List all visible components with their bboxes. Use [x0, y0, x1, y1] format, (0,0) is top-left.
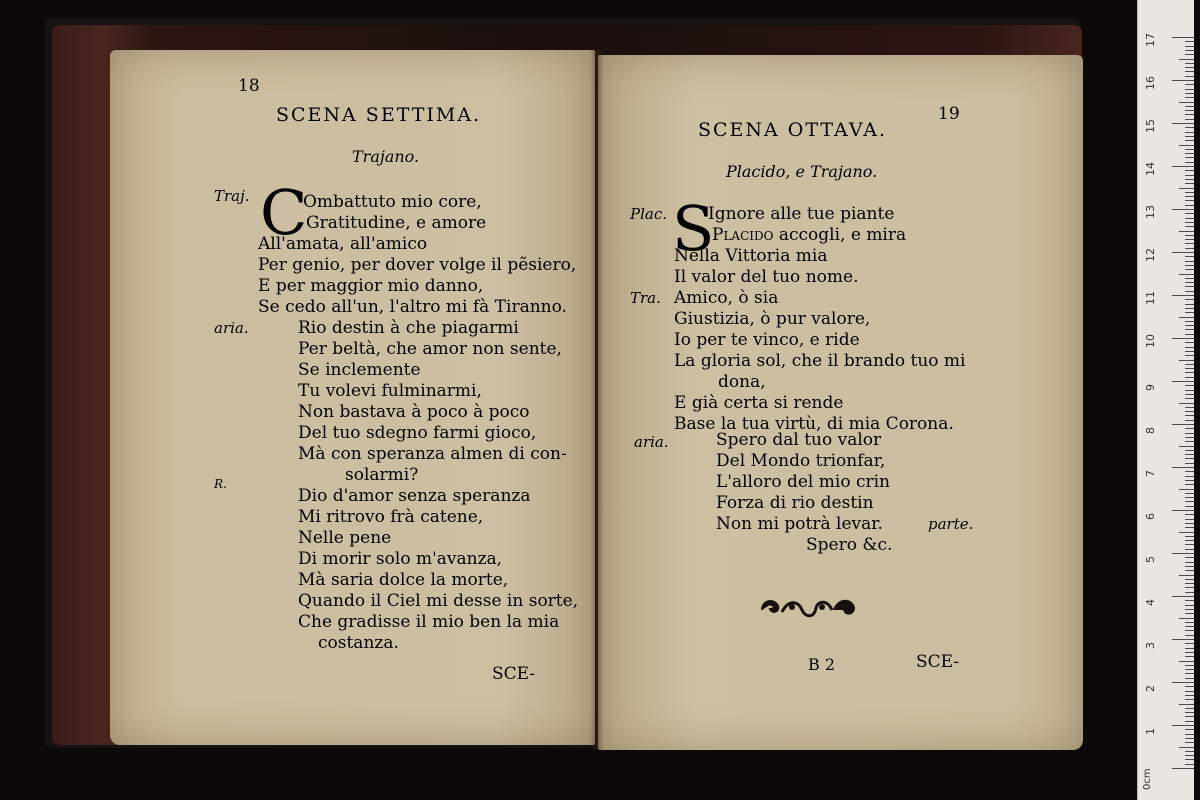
ruler-number: 4	[1144, 599, 1157, 606]
verse-line: Giustizia, ò pur valore,	[674, 309, 871, 329]
ruler-tick	[1172, 166, 1194, 167]
spero-repeat: Spero &c.	[806, 535, 893, 555]
ruler-tick	[1172, 682, 1194, 683]
ruler-tick	[1185, 721, 1194, 722]
aria-label: aria.	[634, 433, 669, 451]
ruler-tick	[1185, 84, 1194, 85]
ruler-tick	[1179, 231, 1194, 232]
ruler-tick	[1185, 630, 1194, 631]
ruler-tick	[1172, 553, 1194, 554]
ruler-tick	[1185, 385, 1194, 386]
ruler-tick	[1185, 377, 1194, 378]
ruler-tick	[1172, 596, 1194, 597]
parte-label: parte.	[928, 515, 974, 533]
ruler-tick	[1185, 648, 1194, 649]
drop-cap-c: C	[260, 176, 308, 249]
verse-line: E per maggior mio danno,	[258, 276, 484, 296]
ruler-tick	[1185, 699, 1194, 700]
signature-mark: B 2	[808, 655, 836, 674]
ruler-tick	[1185, 544, 1194, 545]
ruler-tick	[1179, 360, 1194, 361]
ruler-tick	[1185, 390, 1194, 391]
ruler-tick	[1185, 493, 1194, 494]
ruler-unit-label: 0cm	[1142, 768, 1153, 790]
ruler-tick	[1185, 200, 1194, 201]
ruler-tick	[1185, 665, 1194, 666]
ruler-tick	[1185, 342, 1194, 343]
ruler-tick	[1185, 183, 1194, 184]
ruler-tick	[1185, 46, 1194, 47]
ruler-tick	[1185, 592, 1194, 593]
ruler-tick	[1185, 325, 1194, 326]
ruler-tick	[1185, 71, 1194, 72]
ruler-tick	[1185, 119, 1194, 120]
ruler-number: 7	[1144, 470, 1157, 477]
r-line: Di morir solo m'avanza,	[298, 549, 503, 569]
verse-line: Gratitudine, e amore	[306, 213, 487, 233]
ruler-number: 17	[1144, 33, 1157, 47]
ruler-tick	[1179, 704, 1194, 705]
ruler-tick	[1185, 205, 1194, 206]
ruler-tick	[1185, 398, 1194, 399]
ruler-tick	[1185, 441, 1194, 442]
ruler-tick	[1185, 226, 1194, 227]
ruler-number: 5	[1144, 556, 1157, 563]
ruler-tick	[1185, 50, 1194, 51]
aria-line: solarmi?	[345, 465, 419, 485]
ruler-tick	[1185, 282, 1194, 283]
ruler-tick	[1179, 102, 1194, 103]
ruler-tick	[1185, 261, 1194, 262]
aria-line: Rio destin à che piagarmi	[298, 318, 519, 338]
ruler-tick	[1185, 751, 1194, 752]
ruler-number: 6	[1144, 513, 1157, 520]
ruler-tick	[1185, 450, 1194, 451]
ruler-tick	[1185, 415, 1194, 416]
ruler-tick	[1185, 394, 1194, 395]
ruler-number: 14	[1144, 162, 1157, 176]
placido-name: Placido	[712, 225, 774, 245]
ruler-tick	[1185, 549, 1194, 550]
ruler-tick	[1172, 381, 1194, 382]
ruler-tick	[1185, 471, 1194, 472]
ruler-tick	[1185, 656, 1194, 657]
aria-line: Mà con speranza almen di con-	[298, 444, 567, 464]
ruler-tick	[1185, 678, 1194, 679]
ruler-tick	[1172, 424, 1194, 425]
ruler-tick	[1185, 734, 1194, 735]
ruler-tick	[1185, 114, 1194, 115]
ruler-tick	[1179, 575, 1194, 576]
ruler-tick	[1185, 304, 1194, 305]
verse-line: Base la tua virtù, di mia Corona.	[674, 414, 954, 434]
ruler-tick	[1185, 286, 1194, 287]
ruler-tick	[1172, 467, 1194, 468]
ruler-tick	[1185, 127, 1194, 128]
r-label: R.	[214, 477, 227, 491]
ruler-tick	[1172, 252, 1194, 253]
r-line: Mà saria dolce la morte,	[298, 570, 509, 590]
ruler-number: 11	[1144, 291, 1157, 305]
r-line: Dio d'amor senza speranza	[298, 486, 531, 506]
ruler-tick	[1185, 622, 1194, 623]
aria-line: Non mi potrà levar.	[716, 514, 883, 534]
ruler-tick	[1185, 132, 1194, 133]
ruler-tick	[1185, 411, 1194, 412]
verse-line: Se cedo all'un, l'altro mi fà Tiranno.	[258, 297, 567, 317]
ruler-tick	[1179, 618, 1194, 619]
ruler-tick	[1185, 480, 1194, 481]
ruler-tick	[1185, 695, 1194, 696]
verse-line-rest: accogli, e mira	[773, 225, 907, 245]
book-gutter	[590, 50, 604, 750]
ruler-tick	[1185, 738, 1194, 739]
ruler-tick	[1185, 643, 1194, 644]
aria-label: aria.	[214, 319, 249, 337]
ruler-tick	[1179, 317, 1194, 318]
ruler-tick	[1185, 501, 1194, 502]
ruler-tick	[1185, 243, 1194, 244]
verse-line: Il valor del tuo nome.	[674, 267, 859, 287]
ruler-tick	[1185, 562, 1194, 563]
ruler-tick	[1185, 347, 1194, 348]
speaker-plac: Plac.	[630, 205, 668, 223]
ruler-tick	[1185, 463, 1194, 464]
ruler-tick	[1185, 192, 1194, 193]
ruler-tick	[1185, 519, 1194, 520]
aria-line: Spero dal tuo valor	[716, 430, 882, 450]
ruler-tick	[1185, 605, 1194, 606]
ruler-tick	[1172, 510, 1194, 511]
verse-line: Per genio, per dover volge il pẽsiero,	[258, 255, 577, 275]
ruler-tick	[1185, 222, 1194, 223]
ruler-tick	[1185, 175, 1194, 176]
speaker-traj: Traj.	[214, 187, 250, 205]
ruler-tick	[1185, 299, 1194, 300]
ruler-tick	[1185, 729, 1194, 730]
verse-line: Amico, ò sia	[674, 288, 779, 308]
aria-line: Non bastava à poco à poco	[298, 402, 530, 422]
ruler-tick	[1185, 764, 1194, 765]
ruler-tick	[1185, 686, 1194, 687]
ruler-tick	[1185, 256, 1194, 257]
ruler-tick	[1185, 579, 1194, 580]
r-line: Quando il Ciel mi desse in sorte,	[298, 591, 579, 611]
ruler-tick	[1172, 768, 1194, 769]
verse-line: La gloria sol, che il brando tuo mi	[674, 351, 966, 371]
ruler-tick	[1185, 708, 1194, 709]
ruler-tick	[1185, 97, 1194, 98]
ruler-tick	[1185, 157, 1194, 158]
ruler-tick	[1172, 639, 1194, 640]
right-page-number: 19	[938, 104, 960, 124]
ruler-tick	[1172, 295, 1194, 296]
ruler-tick	[1185, 587, 1194, 588]
ruler-tick	[1185, 291, 1194, 292]
ruler-tick	[1185, 312, 1194, 313]
ruler-tick	[1185, 93, 1194, 94]
ruler-tick	[1185, 613, 1194, 614]
ruler-tick	[1185, 506, 1194, 507]
ruler-tick	[1185, 89, 1194, 90]
ruler-tick	[1185, 334, 1194, 335]
ruler-tick	[1185, 41, 1194, 42]
ruler-tick	[1185, 329, 1194, 330]
ruler-tick	[1172, 338, 1194, 339]
ruler-tick	[1185, 458, 1194, 459]
ruler-tick	[1172, 80, 1194, 81]
ruler-tick	[1185, 67, 1194, 68]
ruler-tick	[1185, 308, 1194, 309]
left-scene-title: SCENA SETTIMA.	[276, 104, 482, 126]
ruler-tick	[1185, 759, 1194, 760]
ruler-tick	[1179, 489, 1194, 490]
ruler-tick	[1185, 63, 1194, 64]
ruler-tick	[1185, 153, 1194, 154]
ruler-tick	[1185, 514, 1194, 515]
ruler-tick	[1185, 583, 1194, 584]
ruler-number: 16	[1144, 76, 1157, 90]
ruler-tick	[1185, 454, 1194, 455]
ruler-number: 12	[1144, 248, 1157, 262]
ruler-tick	[1172, 123, 1194, 124]
ruler-tick	[1185, 278, 1194, 279]
ruler-tick	[1179, 145, 1194, 146]
ruler-tick	[1185, 536, 1194, 537]
ruler-tick	[1185, 527, 1194, 528]
aria-line: Tu volevi fulminarmi,	[298, 381, 482, 401]
ruler-tick	[1185, 355, 1194, 356]
ruler-tick	[1172, 37, 1194, 38]
verse-line: Io per te vinco, e ride	[674, 330, 860, 350]
left-page-number: 18	[238, 76, 260, 96]
ruler-tick	[1185, 351, 1194, 352]
ruler-tick	[1179, 532, 1194, 533]
ruler-tick	[1185, 170, 1194, 171]
ruler-tick	[1185, 162, 1194, 163]
ruler-tick	[1185, 609, 1194, 610]
verse-line: Ignore alle tue piante	[708, 204, 895, 224]
ruler-tick	[1185, 136, 1194, 137]
ruler-tick	[1185, 540, 1194, 541]
ruler-tick	[1185, 368, 1194, 369]
ruler-tick	[1185, 364, 1194, 365]
verse-line: All'amata, all'amico	[258, 234, 428, 254]
ruler-tick	[1185, 626, 1194, 627]
ruler-tick	[1179, 274, 1194, 275]
left-catchword: SCE-	[492, 664, 536, 684]
ruler-tick	[1179, 188, 1194, 189]
ruler-tick	[1185, 196, 1194, 197]
aria-line: Del tuo sdegno farmi gioco,	[298, 423, 537, 443]
aria-line: Forza di rio destin	[716, 493, 874, 513]
aria-line: L'alloro del mio crin	[716, 472, 890, 492]
ruler-tick	[1185, 179, 1194, 180]
ruler-number: 3	[1144, 642, 1157, 649]
ruler-number: 15	[1144, 119, 1157, 133]
ruler-tick	[1185, 428, 1194, 429]
ruler-tick	[1185, 712, 1194, 713]
verse-line: Ombattuto mio core,	[303, 192, 482, 212]
left-characters: Trajano.	[352, 147, 420, 166]
verse-line	[712, 225, 906, 246]
aria-line: Per beltà, che amor non sente,	[298, 339, 562, 359]
ruler-tick	[1179, 446, 1194, 447]
aria-line: Del Mondo trionfar,	[716, 451, 886, 471]
ruler-tick	[1179, 661, 1194, 662]
ruler-tick	[1185, 557, 1194, 558]
ruler-tick	[1185, 484, 1194, 485]
r-line: Mi ritrovo frà catene,	[298, 507, 484, 527]
ruler-tick	[1185, 269, 1194, 270]
ruler-tick	[1185, 140, 1194, 141]
ruler-tick	[1185, 635, 1194, 636]
ruler-tick	[1185, 110, 1194, 111]
ruler-tick	[1185, 433, 1194, 434]
right-characters: Placido, e Trajano.	[726, 162, 878, 181]
ruler-tick	[1185, 235, 1194, 236]
ruler-tick	[1185, 437, 1194, 438]
ruler-number: 8	[1144, 427, 1157, 434]
ruler-tick	[1185, 669, 1194, 670]
ruler-tick	[1185, 652, 1194, 653]
drop-cap-s: S	[672, 192, 715, 265]
ruler-tick	[1185, 265, 1194, 266]
ruler-tick	[1185, 523, 1194, 524]
ruler-tick	[1185, 321, 1194, 322]
right-catchword: SCE-	[916, 652, 960, 672]
aria-line: Se inclemente	[298, 360, 421, 380]
right-scene-title: SCENA OTTAVA.	[698, 119, 888, 141]
ruler-tick	[1185, 742, 1194, 743]
r-line: Che gradisse il mio ben la mia	[298, 612, 560, 632]
ruler-tick	[1172, 209, 1194, 210]
ruler-tick	[1185, 213, 1194, 214]
verse-line: dona,	[718, 372, 766, 392]
ruler-number: 13	[1144, 205, 1157, 219]
ruler-number: 9	[1144, 384, 1157, 391]
ruler-tick	[1179, 747, 1194, 748]
ruler-tick	[1185, 566, 1194, 567]
ruler-tick	[1185, 407, 1194, 408]
ruler-tick	[1185, 149, 1194, 150]
ruler-tick	[1185, 691, 1194, 692]
ruler-number: 2	[1144, 685, 1157, 692]
ornament-icon	[758, 592, 858, 622]
ruler-tick	[1185, 239, 1194, 240]
ruler-tick	[1185, 372, 1194, 373]
verse-line: E già certa si rende	[674, 393, 844, 413]
ruler-tick	[1185, 476, 1194, 477]
ruler-tick	[1185, 570, 1194, 571]
ruler-tick	[1185, 497, 1194, 498]
r-line: Nelle pene	[298, 528, 392, 548]
ruler-tick	[1185, 76, 1194, 77]
ruler-number: 10	[1144, 334, 1157, 348]
r-line: costanza.	[318, 633, 399, 653]
ruler-tick	[1185, 716, 1194, 717]
ruler-tick	[1185, 673, 1194, 674]
verse-line: Nella Vittoria mia	[674, 246, 828, 266]
ruler-tick	[1185, 54, 1194, 55]
ruler-tick	[1179, 403, 1194, 404]
ruler-tick	[1185, 218, 1194, 219]
ruler-tick	[1172, 725, 1194, 726]
ruler-tick	[1185, 420, 1194, 421]
ruler-tick	[1185, 248, 1194, 249]
ruler-number: 1	[1144, 728, 1157, 735]
ruler-tick	[1185, 600, 1194, 601]
ruler-tick	[1185, 755, 1194, 756]
speaker-tra: Tra.	[630, 289, 661, 307]
ruler-tick	[1179, 59, 1194, 60]
ruler-tick	[1185, 106, 1194, 107]
measuring-ruler	[1137, 0, 1194, 800]
